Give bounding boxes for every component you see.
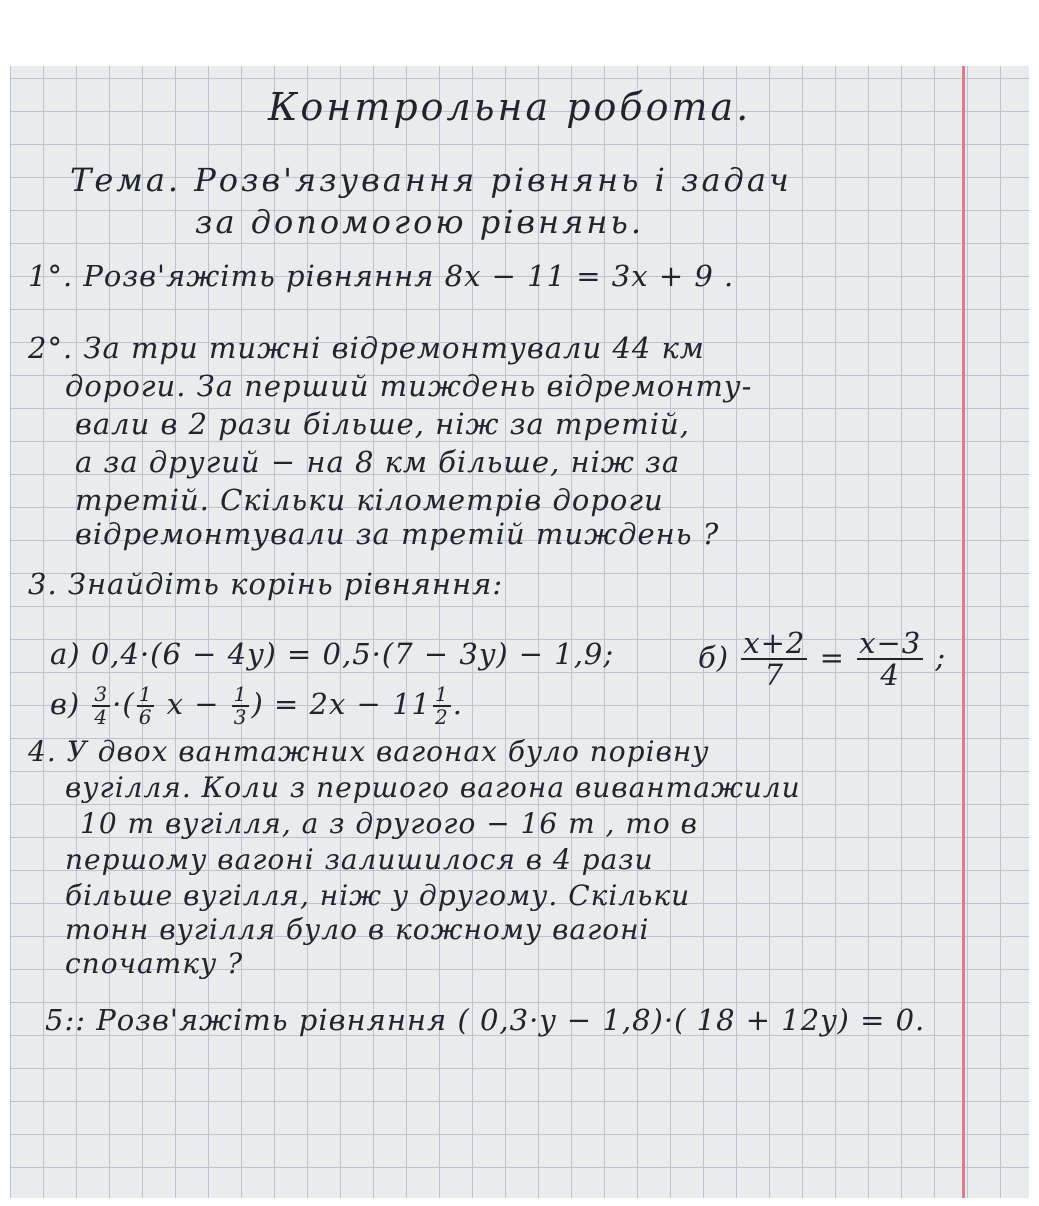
- task-3-header: 3. Знайдіть корінь рівняння:: [28, 567, 504, 601]
- task-3b-label: б): [698, 640, 730, 675]
- fraction-numerator: 1: [138, 682, 153, 706]
- theme-line-1: Тема. Розв'язування рівнянь і задач: [70, 161, 792, 199]
- fraction-denominator: 7: [764, 658, 785, 693]
- notebook-page: [10, 66, 1029, 1198]
- task-3v-mid: x −: [166, 687, 220, 721]
- task-3v: [50, 684, 463, 728]
- theme-line-2: за допомогою рівнянь.: [195, 203, 644, 241]
- task-4-line-6: тонн вугілля було в кожному вагоні: [65, 913, 650, 946]
- fraction-denominator: 2: [434, 705, 449, 729]
- task-3a: а) 0,4·(6 − 4y) = 0,5·(7 − 3y) − 1,9;: [50, 637, 615, 671]
- task-3v-fraction-4: [433, 684, 451, 728]
- task-4-line-4: першому вагоні залишилося в 4 рази: [65, 843, 654, 876]
- task-3v-dot: ·(: [112, 687, 135, 721]
- fraction-denominator: 4: [94, 705, 109, 729]
- task-2-line-3: вали в 2 рази більше, ніж за третій,: [75, 407, 690, 441]
- fraction-denominator: 4: [880, 658, 900, 693]
- page-title: Контрольна робота.: [268, 85, 752, 129]
- fraction-numerator: 1: [233, 682, 248, 706]
- task-1: 1°. Розв'яжіть рівняння 8x − 11 = 3x + 9 .: [28, 259, 735, 293]
- task-3v-end: .: [452, 687, 463, 721]
- fraction-numerator: 3: [94, 682, 109, 706]
- task-3b-end: ;: [935, 640, 947, 675]
- task-2-line-5: третій. Скільки кілометрів дороги: [75, 483, 664, 517]
- task-4-line-5: більше вугілля, ніж у другому. Скільки: [65, 879, 691, 912]
- task-4-line-3: 10 т вугілля, а з другого − 16 т , то в: [80, 807, 698, 840]
- fraction-numerator: 1: [434, 682, 449, 706]
- task-3b-left-fraction: [741, 628, 807, 691]
- task-3b-equals: =: [819, 640, 845, 675]
- task-4-line-2: вугілля. Коли з першого вагона вивантажили: [65, 771, 801, 804]
- task-3v-label: в): [50, 687, 81, 721]
- task-4-line-7: спочатку ?: [65, 947, 244, 980]
- margin-line: [962, 66, 965, 1198]
- fraction-denominator: 3: [233, 705, 248, 729]
- task-3v-fraction-1: [92, 684, 110, 728]
- task-3v-fraction-2: [137, 684, 155, 728]
- task-4-line-1: 4. У двох вантажних вагонах було порівну: [28, 735, 710, 768]
- fraction-numerator: x+2: [743, 626, 806, 660]
- fraction-denominator: 6: [138, 705, 153, 729]
- task-3b-right-fraction: [857, 628, 923, 691]
- task-3v-rhs: ) = 2x − 11: [251, 687, 431, 721]
- task-2-line-6: відремонтували за третій тиждень ?: [75, 517, 720, 551]
- task-2-line-2: дороги. За перший тиждень відремонту-: [65, 369, 753, 403]
- task-3b: [698, 628, 946, 691]
- task-3v-fraction-3: [232, 684, 250, 728]
- task-2-line-1: 2°. За три тижні відремонтували 44 км: [28, 331, 705, 365]
- task-2-line-4: а за другий − на 8 км більше, ніж за: [75, 445, 681, 479]
- task-5: 5:: Розв'яжіть рівняння ( 0,3·y − 1,8)·( 18 + 12y) = 0.: [45, 1003, 926, 1037]
- fraction-numerator: x−3: [859, 626, 922, 660]
